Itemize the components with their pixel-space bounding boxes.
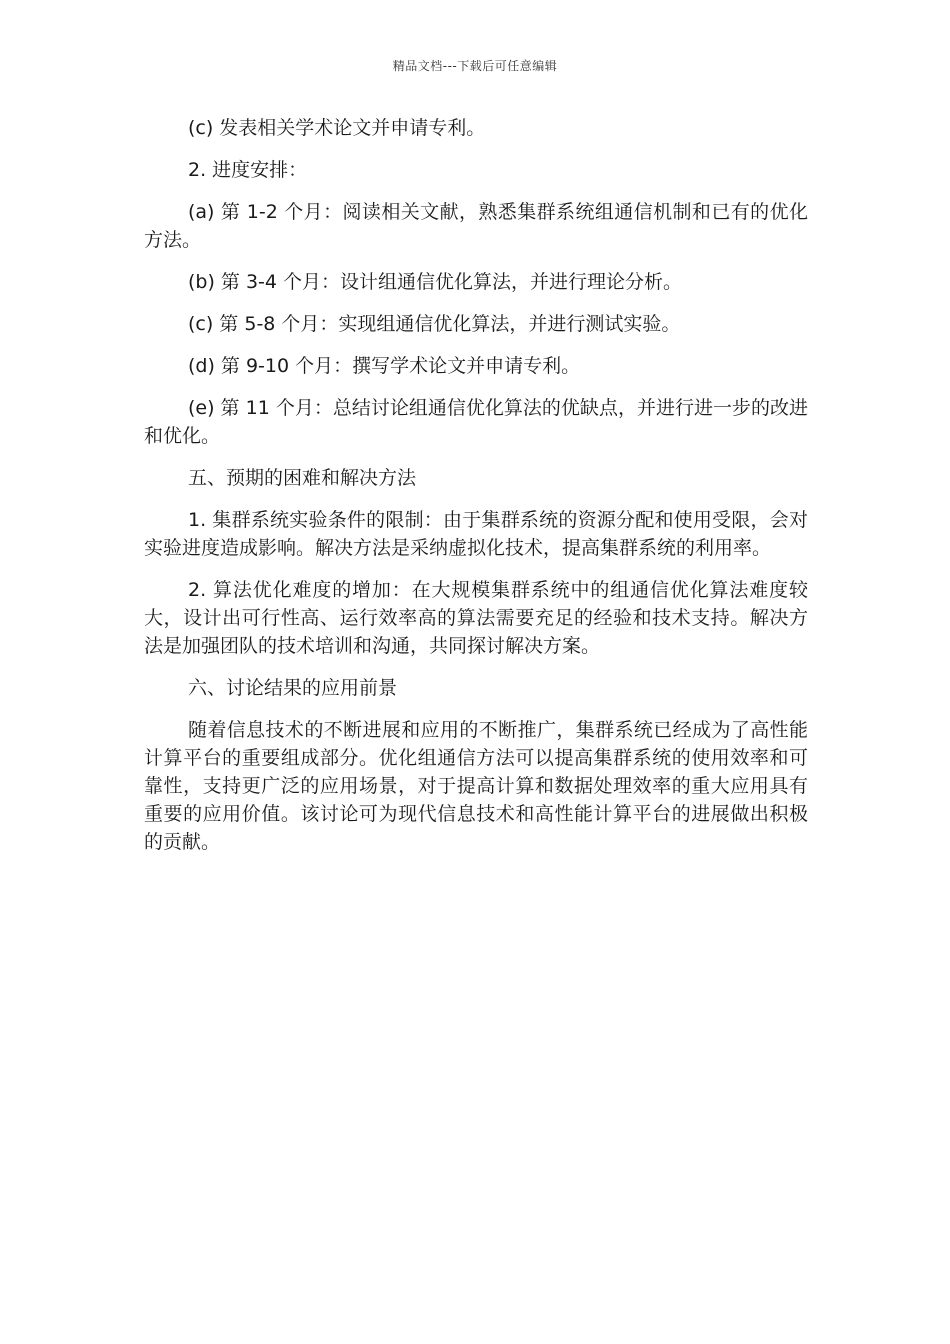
paragraph-schedule-d: (d) 第 9-10 个月：撰写学术论文并申请专利。 bbox=[188, 355, 581, 377]
paragraph-difficulty-2: 2. 算法优化难度的增加：在大规模集群系统中的组通信优化算法难度较大，设计出可行性高、运行效率高的算法需要充足的经验和技术支持。解决方法是加强团队的技术培训和沟通，共同探讨解决方案。 bbox=[144, 579, 808, 657]
paragraph-publish-patent: (c) 发表相关学术论文并申请专利。 bbox=[188, 117, 486, 139]
section-heading-difficulties: 五、预期的困难和解决方法 bbox=[188, 467, 417, 489]
paragraph-schedule-a: (a) 第 1-2 个月：阅读相关文献，熟悉集群系统组通信机制和已有的优化方法。 bbox=[144, 201, 808, 251]
section-heading-prospects: 六、讨论结果的应用前景 bbox=[188, 677, 398, 699]
paragraph-schedule-b: (b) 第 3-4 个月：设计组通信优化算法，并进行理论分析。 bbox=[188, 271, 683, 293]
paragraph-schedule-c: (c) 第 5-8 个月：实现组通信优化算法，并进行测试实验。 bbox=[188, 313, 681, 335]
paragraph-prospects: 随着信息技术的不断进展和应用的不断推广，集群系统已经成为了高性能计算平台的重要组成部分。优化组通信方法可以提高集群系统的使用效率和可靠性，支持更广泛的应用场景，对于提高计算和数据处理效率的重大应用具有重要的应用价值。该讨论可为现代信息技术和高性能计算平台的进展做出积极的贡献。 bbox=[144, 719, 808, 853]
paragraph-schedule-e: (e) 第 11 个月：总结讨论组通信优化算法的优缺点，并进行进一步的改进和优化。 bbox=[144, 397, 808, 447]
page-header: 精品文档---下载后可任意编辑 bbox=[392, 59, 558, 73]
paragraph-schedule-heading: 2. 进度安排： bbox=[188, 159, 308, 181]
document-body bbox=[144, 114, 808, 870]
paragraph-difficulty-1: 1. 集群系统实验条件的限制：由于集群系统的资源分配和使用受限，会对实验进度造成影响。解决方法是采纳虚拟化技术，提高集群系统的利用率。 bbox=[144, 509, 808, 559]
